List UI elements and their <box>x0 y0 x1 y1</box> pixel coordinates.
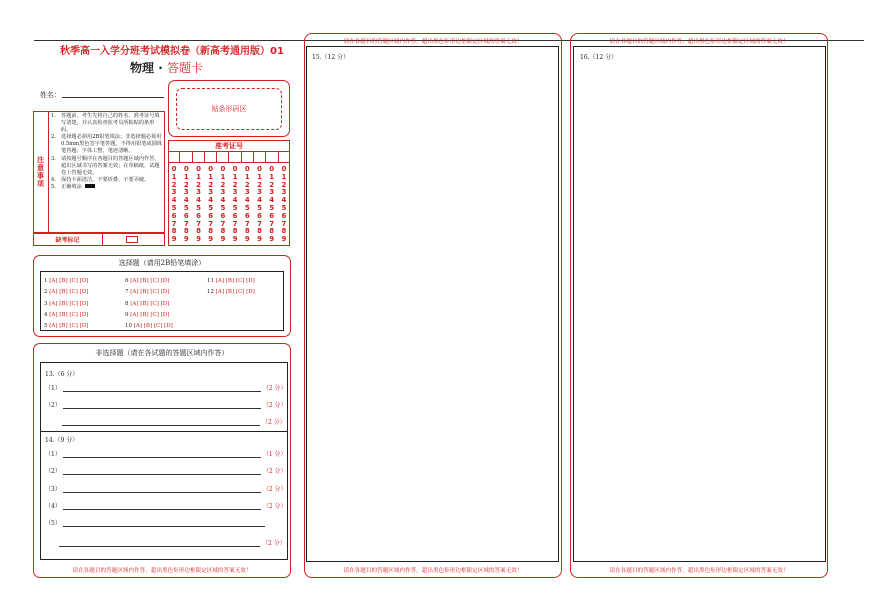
notice-heading-char: 注 <box>37 156 44 164</box>
choice-row[interactable] <box>44 299 88 310</box>
exam-id-bubble[interactable]: 7 <box>281 219 287 228</box>
q14-part-1[interactable] <box>45 449 287 458</box>
exam-id-bubble[interactable]: 0 <box>281 165 287 173</box>
exam-id-bubble[interactable]: 3 <box>269 188 275 197</box>
exam-id-bubble[interactable]: 7 <box>269 219 275 228</box>
answer-line[interactable] <box>63 386 261 392</box>
notice-heading <box>33 111 49 233</box>
exam-id-bubble[interactable]: 1 <box>208 172 214 181</box>
exam-id-bubble[interactable]: 5 <box>244 203 250 212</box>
q15-answer-area[interactable] <box>306 46 559 562</box>
exam-id-bubble[interactable]: 2 <box>183 180 189 189</box>
part-label: （2） <box>45 468 61 475</box>
exam-id-bubble[interactable]: 1 <box>232 172 238 181</box>
question-number: 11 <box>207 278 214 284</box>
exam-id-bubble[interactable]: 3 <box>171 188 177 197</box>
exam-id-write-cell[interactable] <box>193 152 205 162</box>
choice-title: 选择题（请用2B铅笔填涂） <box>118 259 206 267</box>
q14-part-2[interactable] <box>45 466 287 475</box>
q14-part-4[interactable] <box>45 501 287 510</box>
part-score: （2 分） <box>262 486 287 493</box>
exam-id-bubble[interactable]: 1 <box>257 172 262 181</box>
option-bubbles[interactable]: [A] [B] [C] [D] <box>215 278 255 284</box>
exam-id-bubble[interactable]: 9 <box>232 235 238 244</box>
part-score: （2 分） <box>262 540 286 547</box>
part-score: （2 分） <box>262 503 287 510</box>
exam-id-bubble[interactable]: 1 <box>196 172 201 181</box>
exam-id-bubble[interactable]: 4 <box>244 196 250 205</box>
exam-id-bubble[interactable]: 4 <box>257 196 262 205</box>
question-number: 6 <box>125 278 129 284</box>
exam-id-bubble[interactable]: 3 <box>196 188 201 197</box>
exam-id-write-cell[interactable] <box>217 152 229 162</box>
notice-number: 2. <box>51 134 56 141</box>
exam-id-bubble[interactable]: 8 <box>269 227 275 236</box>
exam-id-bubble[interactable]: 2 <box>208 180 214 189</box>
exam-id-bubble[interactable]: 9 <box>269 235 275 244</box>
option-bubbles[interactable]: [A] [B] [C] [D] <box>49 278 89 284</box>
exam-id-bubble[interactable]: 7 <box>220 219 226 228</box>
exam-id-write-cell[interactable] <box>229 152 241 162</box>
notice-number: 3. <box>51 155 56 162</box>
exam-id-bubble[interactable]: 9 <box>196 235 201 244</box>
q16-answer-area[interactable] <box>573 46 826 562</box>
exam-id-bubble[interactable]: 6 <box>244 211 250 220</box>
choice-row[interactable] <box>44 276 88 287</box>
choice-row[interactable] <box>44 321 88 332</box>
exam-id-bubble[interactable]: 7 <box>232 219 238 228</box>
exam-id-bubble[interactable]: 6 <box>269 211 275 220</box>
answer-line[interactable] <box>63 403 261 409</box>
exam-title: 秋季高一入学分班考试模拟卷（新高考通用版）01 <box>60 46 284 57</box>
filled-bubble-example <box>85 184 95 188</box>
notice-text: 选择题必须用2B铅笔填涂；非选择题必须用0.5mm黑色签字笔答题，不得用铅笔或圆珠笔答题；字体工整、笔迹清晰。 <box>61 134 163 155</box>
exam-id-bubble[interactable]: 2 <box>171 180 177 189</box>
exam-id-bubble[interactable]: 7 <box>257 219 262 228</box>
q13-part-1[interactable] <box>45 383 287 392</box>
warning-text: 请在各题目的答题区域内作答，超出黑色矩形边框限定区域的答案无效！ <box>72 568 252 574</box>
exam-id-bubble[interactable]: 4 <box>269 196 275 205</box>
choice-row[interactable] <box>125 299 173 310</box>
warning-text: 请在各题目的答题区域内作答，超出黑色矩形边框限定区域的答案无效！ <box>609 39 789 45</box>
exam-id-title: 准考证号 <box>168 140 290 152</box>
exam-id-column <box>205 163 217 246</box>
warning-text: 请在各题目的答题区域内作答，超出黑色矩形边框限定区域的答案无效！ <box>343 568 523 574</box>
choice-row[interactable] <box>207 276 255 287</box>
notice-text: 答题前，考生先将自己的姓名、准考证号填写清楚，并认真检查监考员所粘贴的条形码。 <box>61 113 160 134</box>
exam-id-write-cell[interactable] <box>168 152 180 162</box>
exam-id-bubble[interactable]: 4 <box>232 196 238 205</box>
exam-id-bubble[interactable]: 5 <box>232 203 238 212</box>
answer-line[interactable] <box>59 541 260 547</box>
exam-id-bubble[interactable]: 6 <box>281 211 287 220</box>
exam-id-bubble[interactable]: 8 <box>244 227 250 236</box>
option-bubbles[interactable]: [A] [B] [C] [D] <box>130 289 170 296</box>
exam-id-column <box>229 163 241 246</box>
question-number: 7 <box>125 289 129 296</box>
option-bubbles[interactable]: [A] [B] [C] [D] <box>130 278 170 284</box>
exam-id-bubble[interactable]: 5 <box>220 203 226 212</box>
notice-item <box>51 134 163 155</box>
answer-line[interactable] <box>63 452 261 458</box>
title-dot: · <box>158 61 163 75</box>
exam-id-bubble[interactable]: 5 <box>183 203 189 212</box>
exam-id-bubble[interactable]: 1 <box>171 172 177 181</box>
exam-id-bubble[interactable]: 6 <box>232 211 238 220</box>
exam-id-column <box>217 163 229 246</box>
exam-id-bubble[interactable]: 1 <box>244 172 250 181</box>
exam-id-bubble[interactable]: 3 <box>183 188 189 197</box>
choice-row[interactable] <box>44 310 88 321</box>
exam-id-bubble[interactable]: 8 <box>257 227 262 236</box>
notice-text: 保持卡面清洁，不要折叠、不要弄破。 <box>61 176 150 183</box>
exam-id-bubble[interactable]: 2 <box>244 180 250 189</box>
subject-title <box>130 59 203 76</box>
exam-id-bubble[interactable]: 0 <box>244 165 250 173</box>
exam-id-bubble[interactable]: 9 <box>257 235 262 244</box>
exam-id-bubble[interactable]: 6 <box>183 211 189 220</box>
notice-heading-char: 事 <box>37 172 44 180</box>
exam-id-bubble[interactable]: 0 <box>196 165 201 173</box>
exam-id-column <box>180 163 192 246</box>
exam-id-bubble[interactable]: 7 <box>244 219 250 228</box>
notice-number: 1. <box>51 113 56 119</box>
barcode-label: 贴条形码区 <box>176 88 282 130</box>
question-number: 8 <box>125 300 129 307</box>
choice-row[interactable] <box>44 287 88 298</box>
part-score: （2 分） <box>262 402 287 409</box>
question-number: 9 <box>125 311 129 318</box>
q16-heading: 16.（12 分） <box>580 54 618 61</box>
answer-line[interactable] <box>63 469 261 475</box>
name-field[interactable] <box>62 97 164 98</box>
q15-heading: 15.（12 分） <box>312 54 350 61</box>
warning-text: 请在各题目的答题区域内作答，超出黑色矩形边框限定区域的答案无效！ <box>343 39 523 45</box>
exam-id-bubble[interactable]: 4 <box>183 196 189 205</box>
q14-part-5[interactable] <box>45 518 267 527</box>
exam-id-bubble[interactable]: 9 <box>281 235 287 244</box>
question-divider <box>40 431 288 432</box>
exam-id-bubble[interactable]: 8 <box>220 227 226 236</box>
choice-row[interactable] <box>207 287 255 298</box>
exam-id-bubble[interactable]: 8 <box>208 227 214 236</box>
notice-item <box>51 177 163 184</box>
exam-id-write-cell[interactable] <box>242 152 254 162</box>
exam-id-bubble[interactable]: 8 <box>281 227 287 236</box>
exam-id-bubble[interactable]: 0 <box>257 165 262 173</box>
question-number: 2 <box>44 289 48 296</box>
part-label: （4） <box>45 503 61 510</box>
exam-id-bubble[interactable]: 0 <box>208 165 214 173</box>
question-number: 5 <box>44 323 48 330</box>
exam-id-bubble[interactable]: 2 <box>281 180 287 189</box>
exam-id-bubble[interactable]: 2 <box>220 180 226 189</box>
choice-column-1 <box>44 276 88 332</box>
exam-id-bubble[interactable]: 5 <box>281 203 287 212</box>
exam-id-bubble[interactable]: 5 <box>171 203 177 212</box>
nonchoice-title: 非选择题（请在各试题的答题区域内作答） <box>95 349 229 357</box>
exam-id-bubble[interactable]: 0 <box>183 165 189 173</box>
exam-id-column <box>266 163 278 246</box>
part-score: （2 分） <box>262 419 286 426</box>
part-label: （2） <box>45 402 61 409</box>
notice-item <box>51 184 163 191</box>
q14-part-5-cont[interactable] <box>57 538 286 547</box>
exam-id-bubble[interactable]: 9 <box>208 235 214 244</box>
question-number: 1 <box>44 278 48 284</box>
exam-id-bubble[interactable]: 0 <box>232 165 238 173</box>
exam-id-bubble[interactable]: 6 <box>257 211 262 220</box>
exam-id-bubble[interactable]: 5 <box>196 203 201 212</box>
exam-id-bubble[interactable]: 2 <box>196 180 201 189</box>
exam-id-column <box>278 163 290 246</box>
question-number: 3 <box>44 300 48 307</box>
notice-item <box>51 156 163 177</box>
q13-part-2[interactable] <box>45 400 287 409</box>
name-label: 姓名： <box>40 91 61 99</box>
notice-item <box>51 113 163 134</box>
exam-id-bubble[interactable]: 3 <box>257 188 262 197</box>
exam-id-bubble[interactable]: 5 <box>257 203 262 212</box>
exam-id-bubble[interactable]: 7 <box>171 219 177 228</box>
part-label: （1） <box>45 451 61 458</box>
exam-id-bubble[interactable]: 0 <box>269 165 275 173</box>
notice-list <box>51 113 163 191</box>
exam-id-bubble[interactable]: 9 <box>220 235 226 244</box>
subject-name: 物理 <box>130 61 155 75</box>
exam-id-bubble[interactable]: 5 <box>208 203 214 212</box>
exam-id-bubble[interactable]: 8 <box>232 227 238 236</box>
exam-id-bubble[interactable]: 7 <box>208 219 214 228</box>
notice-heading-char: 项 <box>37 180 44 188</box>
part-score: （2 分） <box>262 468 287 475</box>
exam-id-bubble[interactable]: 5 <box>269 203 275 212</box>
exam-id-bubble[interactable]: 4 <box>171 196 177 205</box>
option-bubbles[interactable]: [A] [B] [C] [D] <box>49 300 89 307</box>
exam-id-bubble[interactable]: 3 <box>220 188 226 197</box>
part-label: （3） <box>45 486 61 493</box>
exam-id-bubble[interactable]: 8 <box>196 227 201 236</box>
exam-id-write-row <box>168 152 290 163</box>
choice-row[interactable] <box>125 310 173 321</box>
answer-line[interactable] <box>63 504 261 510</box>
exam-id-bubble[interactable]: 2 <box>232 180 238 189</box>
exam-id-bubble[interactable]: 6 <box>208 211 214 220</box>
option-bubbles[interactable]: [A] [B] [C] [D] <box>215 289 255 296</box>
exam-id-bubble[interactable]: 6 <box>171 211 177 220</box>
exam-id-bubble[interactable]: 3 <box>232 188 238 197</box>
exam-id-column <box>168 163 180 246</box>
notice-number: 5. <box>51 183 56 190</box>
option-bubbles[interactable]: [A] [B] [C] [D] <box>130 311 170 318</box>
part-score: （1 分） <box>262 451 287 458</box>
exam-id-bubble[interactable]: 1 <box>281 172 287 181</box>
exam-id-bubble[interactable]: 6 <box>220 211 226 220</box>
exam-id-write-cell[interactable] <box>266 152 278 162</box>
q14-heading: 14.（9 分） <box>45 437 79 444</box>
part-label: （5） <box>45 520 61 527</box>
choice-row[interactable] <box>125 287 173 298</box>
absent-checkbox[interactable] <box>126 236 138 243</box>
exam-id-bubble[interactable]: 0 <box>220 165 226 173</box>
q13-part-2-cont[interactable] <box>60 417 286 426</box>
exam-id-bubble[interactable]: 9 <box>183 235 189 244</box>
exam-id-bubbles <box>168 163 290 246</box>
answer-line[interactable] <box>63 521 265 527</box>
exam-id-bubble[interactable]: 2 <box>257 180 262 189</box>
exam-id-bubble[interactable]: 9 <box>171 235 177 244</box>
exam-id-bubble[interactable]: 8 <box>183 227 189 236</box>
exam-id-bubble[interactable]: 7 <box>196 219 201 228</box>
exam-id-bubble[interactable]: 9 <box>244 235 250 244</box>
exam-id-bubble[interactable]: 1 <box>220 172 226 181</box>
answer-card-label: 答题卡 <box>166 61 203 75</box>
exam-id-bubble[interactable]: 6 <box>196 211 201 220</box>
exam-id-column <box>253 163 265 246</box>
choice-column-2 <box>125 276 173 332</box>
option-bubbles[interactable]: [A] [B] [C] [D] <box>130 300 170 307</box>
exam-id-bubble[interactable]: 4 <box>220 196 226 205</box>
exam-id-bubble[interactable]: 0 <box>171 165 177 173</box>
answer-line[interactable] <box>62 420 260 426</box>
part-score: （2 分） <box>262 385 287 392</box>
choice-row[interactable] <box>125 276 173 287</box>
choice-column-3 <box>207 276 255 299</box>
q13-heading: 13.（6 分） <box>45 371 79 378</box>
exam-id-bubble[interactable]: 4 <box>281 196 287 205</box>
exam-id-write-cell[interactable] <box>180 152 192 162</box>
part-label: （1） <box>45 385 61 392</box>
exam-id-bubble[interactable]: 3 <box>244 188 250 197</box>
exam-id-bubble[interactable]: 3 <box>208 188 214 197</box>
notice-number: 4. <box>51 176 56 183</box>
exam-id-bubble[interactable]: 1 <box>269 172 275 181</box>
exam-id-column <box>241 163 253 246</box>
exam-id-column <box>192 163 204 246</box>
answer-line[interactable] <box>63 487 261 493</box>
exam-id-bubble[interactable]: 1 <box>183 172 189 181</box>
exam-id-write-cell[interactable] <box>254 152 266 162</box>
exam-id-write-cell[interactable] <box>205 152 217 162</box>
exam-id-bubble[interactable]: 8 <box>171 227 177 236</box>
question-number: 4 <box>44 311 48 318</box>
option-bubbles[interactable]: [A] [B] [C] [D] <box>49 289 89 296</box>
exam-id-bubble[interactable]: 7 <box>183 219 189 228</box>
option-bubbles[interactable]: [A] [B] [C] [D] <box>133 323 173 330</box>
absent-label: 缺考标记 <box>33 233 103 246</box>
question-number: 10 <box>125 323 132 330</box>
exam-id-bubble[interactable]: 4 <box>196 196 201 205</box>
exam-id-bubble[interactable]: 3 <box>281 188 287 197</box>
option-bubbles[interactable]: [A] [B] [C] [D] <box>49 323 89 330</box>
exam-id-write-cell[interactable] <box>279 152 290 162</box>
question-number: 12 <box>207 289 214 296</box>
q14-part-3[interactable] <box>45 484 287 493</box>
notice-text: 请按题号顺序在各题目的答题区域内作答，超出区域书写的答案无效；在草稿纸、试题卷上答题无效。 <box>61 155 160 176</box>
notice-heading-char: 意 <box>37 164 44 172</box>
warning-text: 请在各题目的答题区域内作答，超出黑色矩形边框限定区域的答案无效！ <box>609 568 789 574</box>
option-bubbles[interactable]: [A] [B] [C] [D] <box>49 311 89 318</box>
choice-row[interactable] <box>125 321 173 332</box>
notice-text: 正确填涂 <box>61 183 82 190</box>
exam-id-bubble[interactable]: 4 <box>208 196 214 205</box>
exam-id-bubble[interactable]: 2 <box>269 180 275 189</box>
